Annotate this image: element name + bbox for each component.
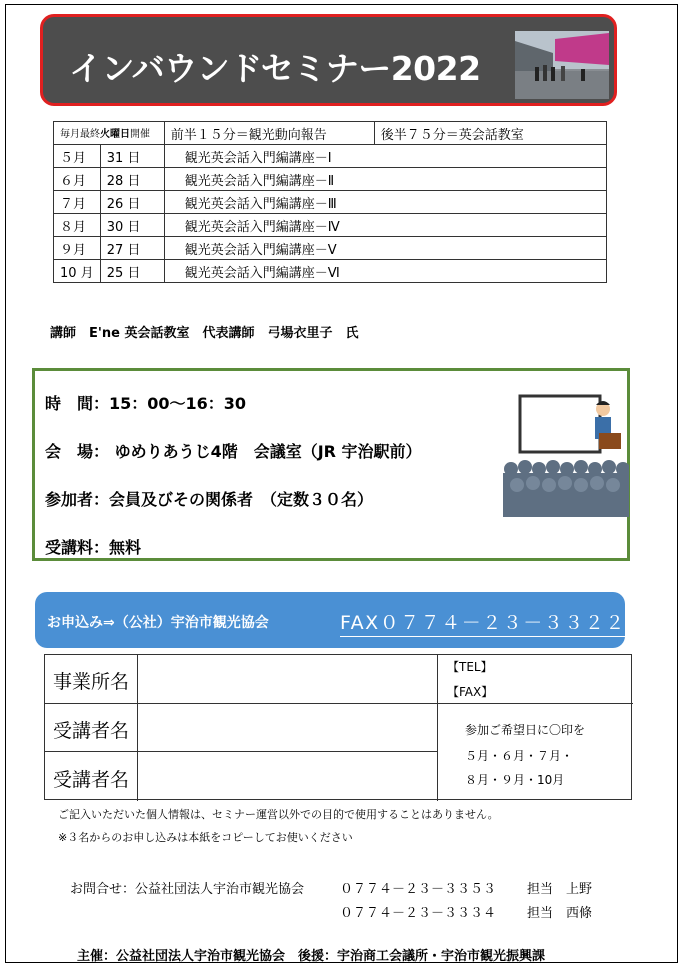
day-cell: 28 日 (100, 168, 164, 191)
fax-label: 【FAX】 (447, 685, 494, 699)
circle-note-1: 参加ご希望日に〇印を (465, 723, 586, 737)
contact-phone-2: ０７７４－２３－３３３４ (340, 906, 497, 921)
title-cell: 観光英会話入門編講座－Ⅱ (164, 168, 606, 191)
application-label: お申込み⇒（公社）宇治市観光協会 (47, 615, 269, 631)
schedule-head-note (54, 122, 165, 145)
application-banner (35, 592, 625, 648)
attendee-name-field-2[interactable] (138, 752, 436, 800)
day-cell: 27 日 (100, 237, 164, 260)
month-cell: ８月 (54, 214, 101, 237)
table-row (54, 214, 607, 237)
info-box (32, 368, 630, 561)
head-note-pre: 毎月最終 (60, 129, 100, 140)
day-cell: 30 日 (100, 214, 164, 237)
organizer-footer: 主催：公益社団法人宇治市観光協会 後援：宇治商工会議所・宇治市観光振興課 (77, 949, 546, 964)
seminar-illustration-icon (503, 389, 629, 517)
head-note-post: 開催 (130, 129, 150, 140)
table-row (54, 260, 607, 283)
venue-line: 会 場： ゆめりあうじ4階 会議室（JR 宇治駅前） (45, 442, 422, 461)
day-cell: 25 日 (100, 260, 164, 283)
table-row (54, 145, 607, 168)
first-half-cell: 前半１５分＝観光動向報告 (164, 122, 374, 145)
office-label: 事業所名 (53, 671, 130, 693)
office-name-field[interactable] (138, 656, 436, 702)
attendee-label-1: 受講者名 (53, 720, 130, 742)
month-cell: ７月 (54, 191, 101, 214)
attendee-label-2: 受講者名 (53, 769, 130, 791)
form-divider (437, 703, 633, 704)
lecturer-line: 講師 E'ne 英会話教室 代表講師 弓場衣里子 氏 (50, 326, 359, 341)
table-row (54, 237, 607, 260)
form-divider (437, 655, 438, 801)
month-cell: ９月 (54, 237, 101, 260)
month-cell: 10 月 (54, 260, 101, 283)
airport-photo (515, 31, 609, 99)
tel-label: 【TEL】 (447, 660, 493, 674)
participants-line: 参加者：会員及びその関係者 （定数３０名） (45, 490, 374, 509)
fee-line: 受講料：無料 (45, 538, 142, 557)
day-cell: 26 日 (100, 191, 164, 214)
day-cell: 31 日 (100, 145, 164, 168)
circle-note-3: ８月・９月・10月 (465, 773, 565, 787)
fax-number: FAX０７７４－２３－３３２２ (340, 608, 626, 635)
head-note-bold: 火曜日 (100, 129, 130, 140)
header-banner (40, 14, 617, 106)
month-cell: ６月 (54, 168, 101, 191)
attendee-name-field-1[interactable] (138, 704, 436, 750)
time-line: 時 間：15：00～16：30 (45, 394, 247, 413)
table-row (54, 191, 607, 214)
contact-person-2: 担当 西條 (527, 906, 593, 921)
contact-phone-1: ０７７４－２３－３３５３ (340, 882, 497, 897)
title-cell: 観光英会話入門編講座－Ⅲ (164, 191, 606, 214)
title-cell: 観光英会話入門編講座－Ⅴ (164, 237, 606, 260)
title-cell: 観光英会話入門編講座－Ⅰ (164, 145, 606, 168)
title-cell: 観光英会話入門編講座－Ⅳ (164, 214, 606, 237)
circle-note-2: ５月・６月・７月・ (465, 749, 574, 763)
copy-note: ※３名からのお申し込みは本紙をコピーしてお使いください (58, 831, 353, 844)
contact-label: お問合せ：公益社団法人宇治市観光協会 (70, 882, 305, 897)
application-form (44, 654, 632, 800)
page-title: インバウンドセミナー2022 (69, 49, 481, 88)
schedule-header-row (54, 122, 607, 145)
privacy-note: ご記入いただいた個人情報は、セミナー運営以外での目的で使用することはありません。 (58, 808, 499, 821)
contact-person-1: 担当 上野 (527, 882, 593, 897)
schedule-table (53, 121, 607, 283)
title-cell: 観光英会話入門編講座－Ⅵ (164, 260, 606, 283)
month-cell: ５月 (54, 145, 101, 168)
second-half-cell: 後半７５分＝英会話教室 (374, 122, 606, 145)
table-row (54, 168, 607, 191)
